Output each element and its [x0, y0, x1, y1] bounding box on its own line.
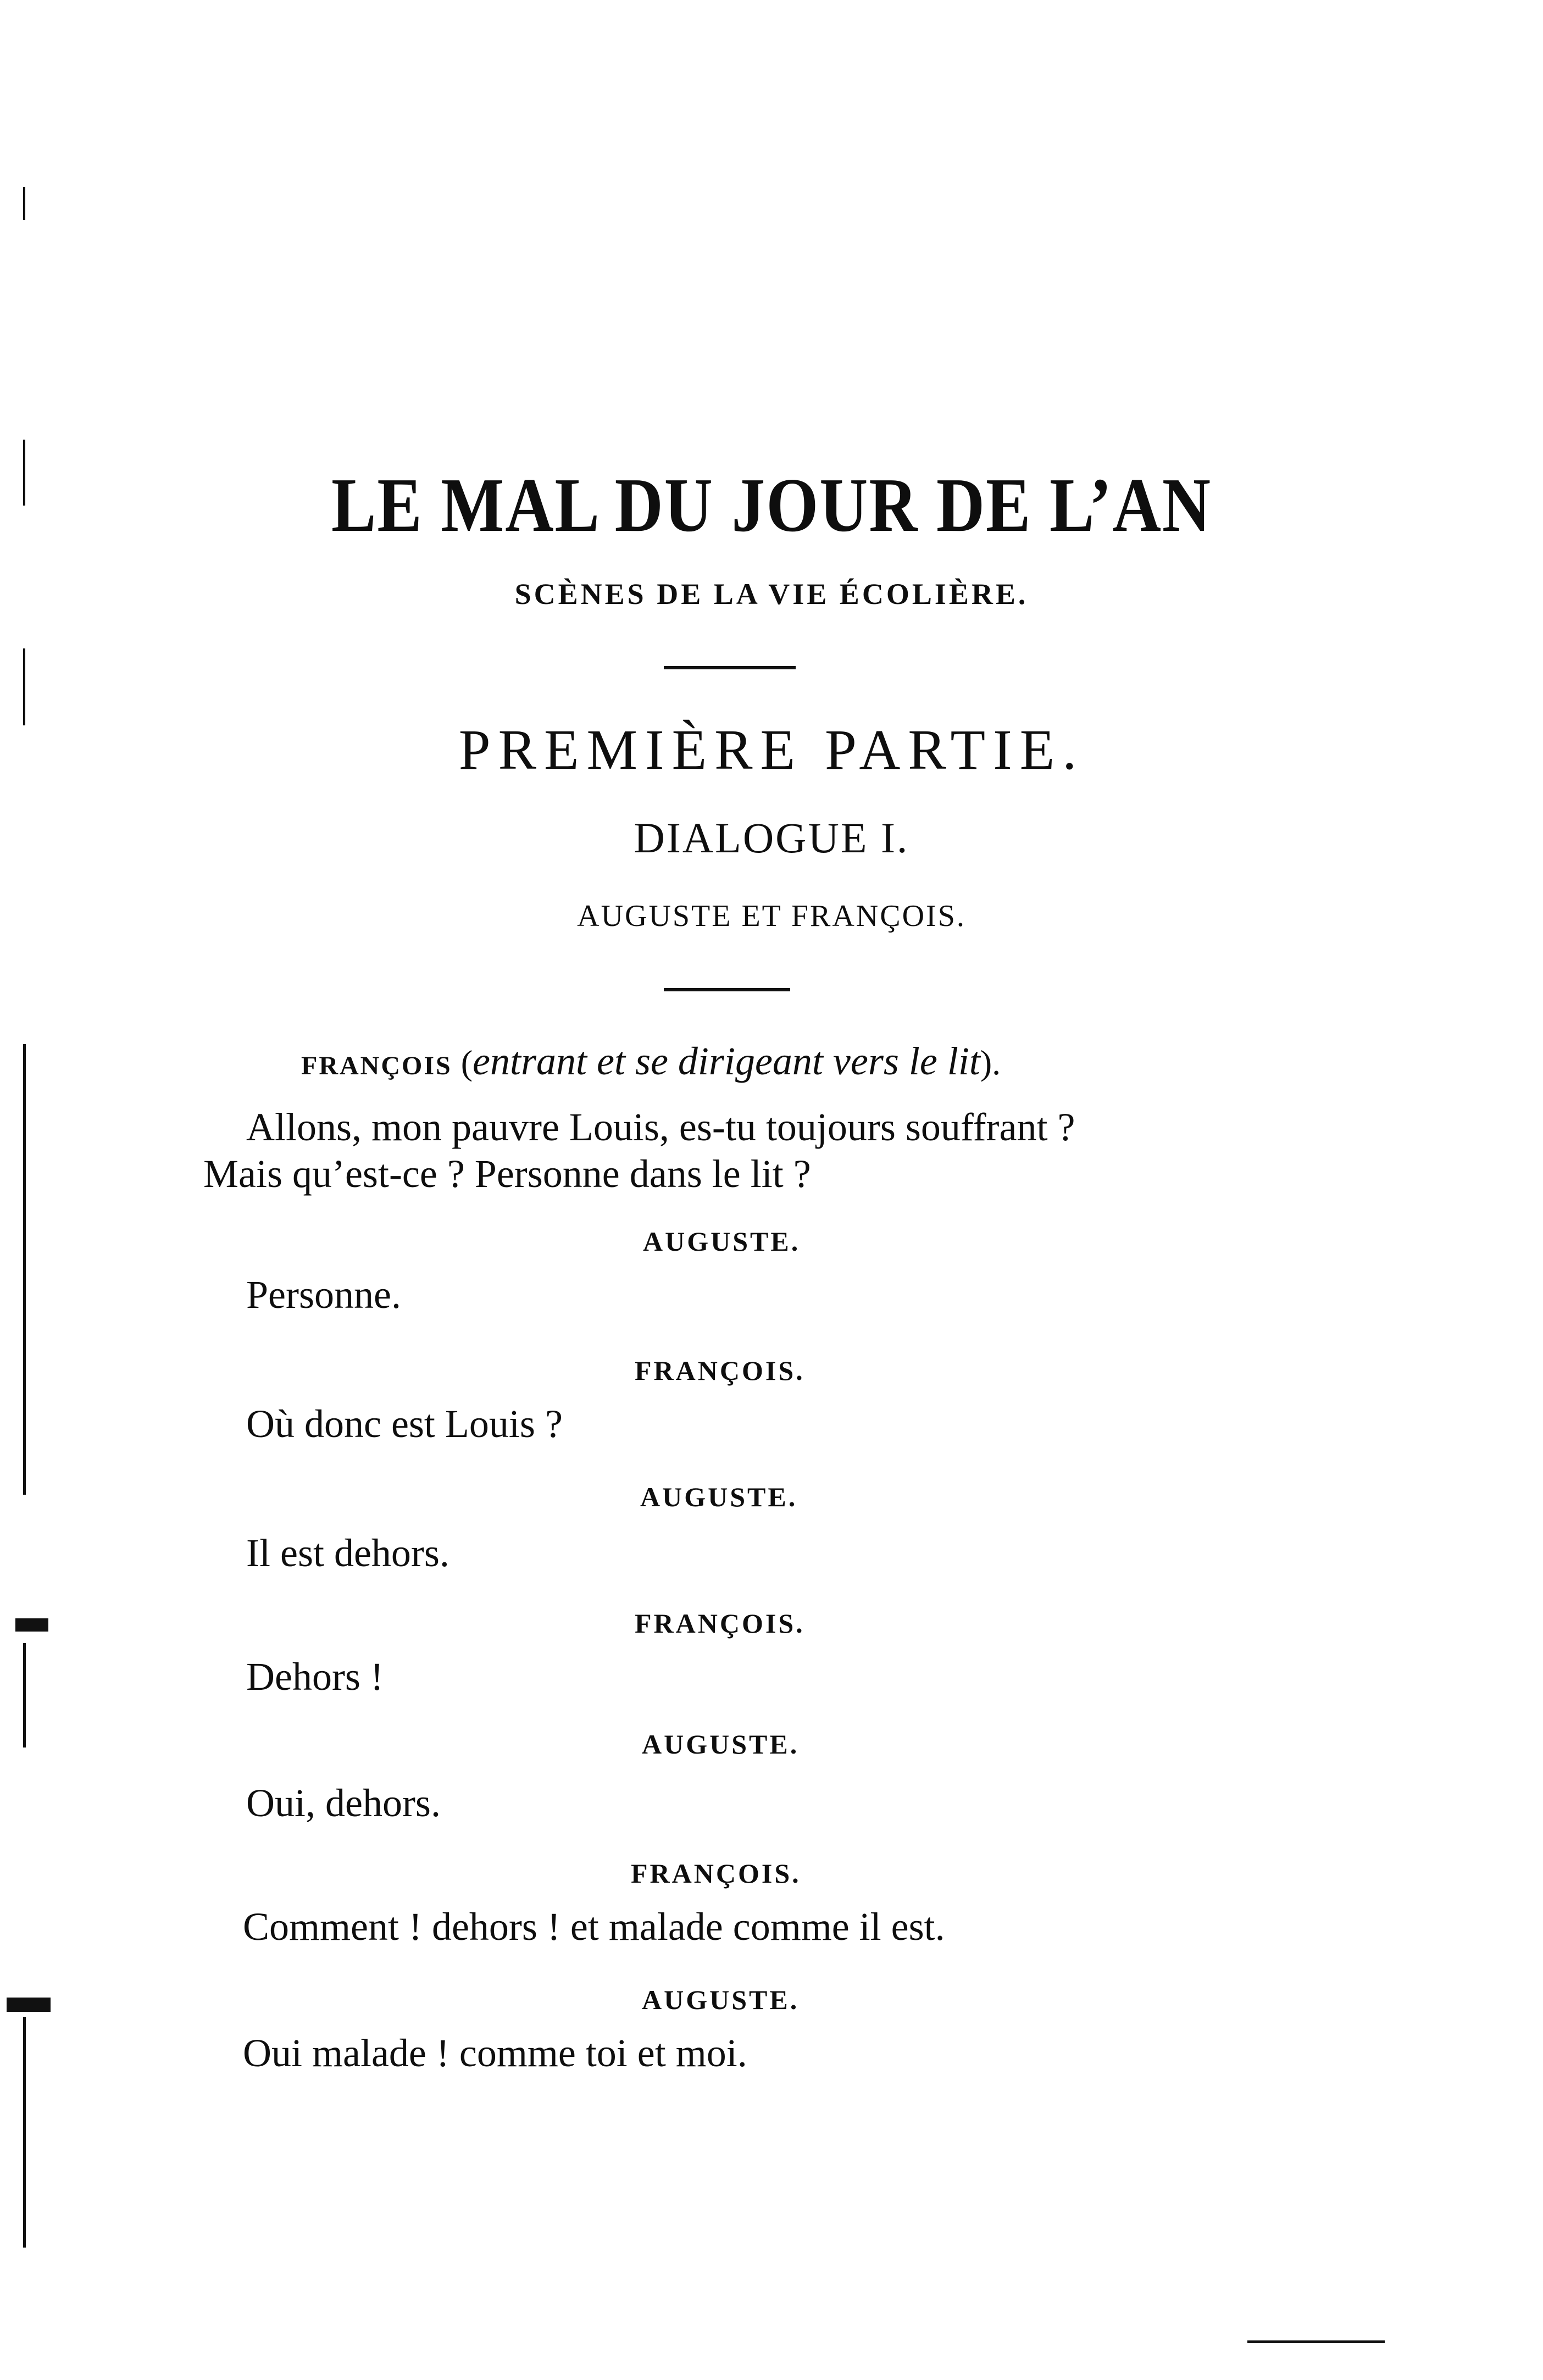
part-heading: PREMIÈRE PARTIE. — [458, 718, 1085, 781]
binding-mark — [23, 1643, 26, 1747]
stage-direction-open: ( — [460, 1043, 473, 1082]
characters-heading: AUGUSTE ET FRANÇOIS. — [577, 899, 966, 933]
dialogue-line: Oui malade ! comme toi et moi. — [243, 2031, 747, 2075]
binding-mark — [1247, 2340, 1385, 2343]
stage-direction-close: ). — [980, 1043, 1001, 1082]
dialogue-heading: DIALOGUE I. — [634, 814, 909, 862]
speaker-label: FRANÇOIS. — [631, 1858, 801, 1889]
dialogue-line: Il est dehors. — [246, 1531, 449, 1575]
page-title: LE MAL DU JOUR DE L’AN — [331, 462, 1212, 548]
stage-direction-text: entrant et se dirigeant vers le lit — [473, 1039, 980, 1083]
speaker-label: AUGUSTE. — [643, 1226, 801, 1257]
binding-mark — [15, 1618, 48, 1632]
dialogue-line: Où donc est Louis ? — [246, 1402, 563, 1446]
divider-rule — [664, 666, 796, 669]
speaker-label: FRANÇOIS. — [635, 1355, 805, 1386]
dialogue-line: Oui, dehors. — [246, 1781, 441, 1825]
dialogue-line: Comment ! dehors ! et malade comme il est. — [243, 1905, 945, 1949]
speaker-name: FRANÇOIS — [301, 1051, 452, 1080]
binding-mark — [23, 648, 25, 725]
subtitle: SCÈNES DE LA VIE ÉCOLIÈRE. — [514, 578, 1029, 611]
dialogue-line: Dehors ! — [246, 1655, 384, 1699]
stage-direction — [301, 1039, 1001, 1084]
speaker-label: AUGUSTE. — [642, 1729, 800, 1760]
speaker-label: AUGUSTE. — [642, 1984, 800, 2015]
speaker-label: FRANÇOIS. — [635, 1608, 805, 1639]
divider-rule — [664, 988, 790, 991]
speaker-label: AUGUSTE. — [640, 1482, 798, 1512]
binding-mark — [23, 187, 25, 220]
binding-mark — [23, 1044, 26, 1495]
dialogue-line: Allons, mon pauvre Louis, es-tu toujours souffrant ? — [246, 1105, 1075, 1149]
dialogue-line: Personne. — [246, 1273, 401, 1317]
dialogue-line: Mais qu’est-ce ? Personne dans le lit ? — [203, 1152, 811, 1196]
binding-mark — [23, 2017, 26, 2248]
binding-mark — [7, 1998, 51, 2012]
